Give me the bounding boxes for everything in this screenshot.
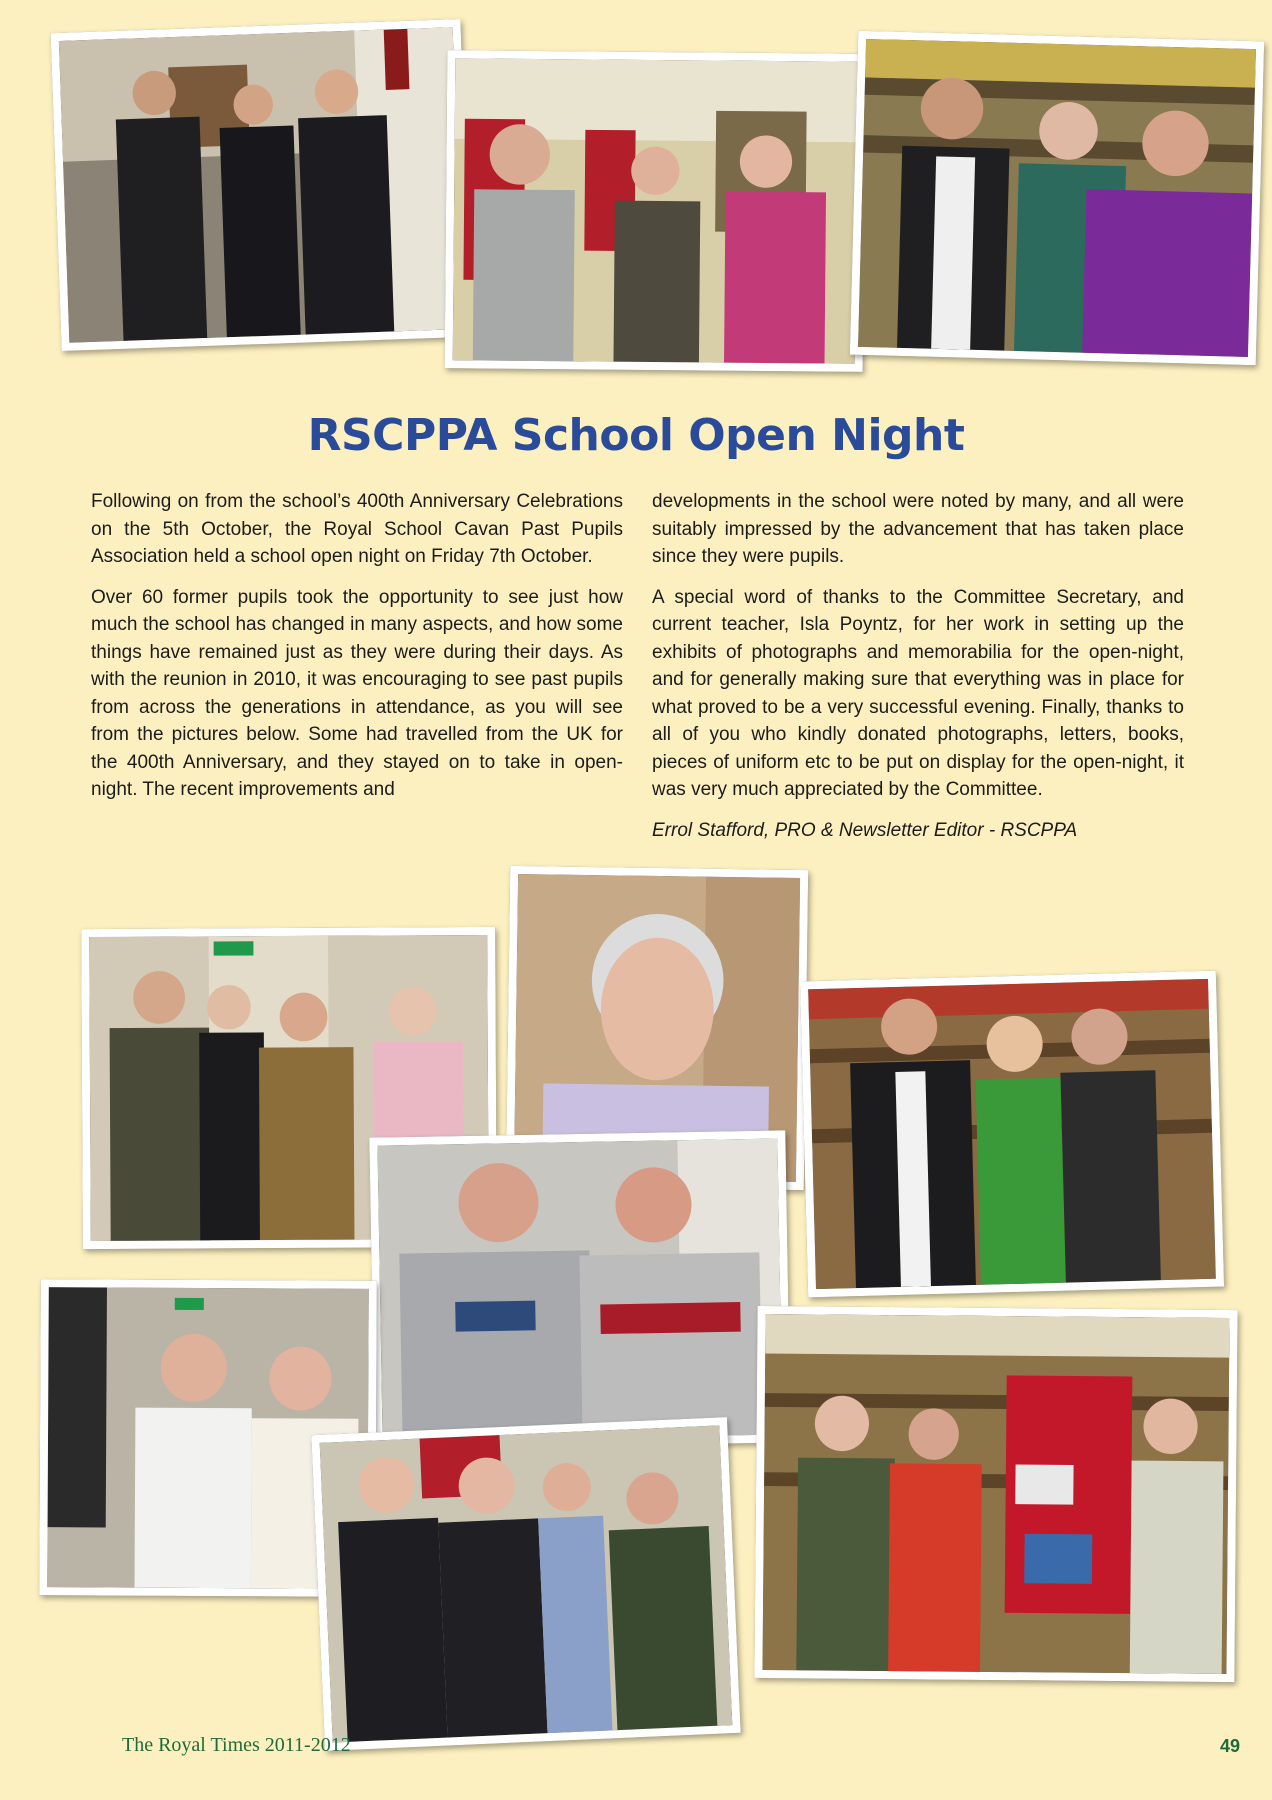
photo-four-women-group	[311, 1417, 740, 1751]
photo-man-two-women-library	[850, 31, 1264, 366]
footer-publication: The Royal Times 2011-2012	[122, 1734, 351, 1756]
photo-man-two-women-bookshelves	[800, 971, 1224, 1298]
article-title: RSCPPA School Open Night	[307, 410, 965, 461]
photo-two-men-hoodies	[369, 1130, 790, 1449]
author-signature: Errol Stafford, PRO & Newsletter Editor - RSCPPA	[652, 819, 1078, 841]
photo-three-women-exhibit	[445, 50, 866, 372]
photo-three-people-corridor	[51, 19, 472, 351]
paragraph: Over 60 former pupils took the opportunity to see just how much the school has changed in many aspects, and how some things have remained just as they were during their days. As with the reunion in 2010, it was encouraging to see past pupils from across the generations in attendance, as you will see from the pictures below. Some had travelled from the UK for the 400th Anniversary, and they stayed on to take in open-night. The recent improvements and	[91, 586, 623, 800]
left-column	[91, 488, 623, 817]
photo-four-women-exhibit-stand	[754, 1306, 1237, 1682]
right-column	[652, 488, 1184, 857]
paragraph: developments in the school were noted by many, and all were suitably impressed by the advancement that has taken place since they were pupils.	[652, 491, 1184, 567]
page-number: 49	[1219, 1736, 1240, 1756]
paragraph: A special word of thanks to the Committee Secretary, and current teacher, Isla Poyntz, for her work in setting up the exhibits of photographs and memorabilia for the open-night, and for generally making sure that everything was in place for what proved to be a very successful evening. Finally, thanks to all of you who kindly donated photographs, letters, books, pieces of uniform etc to be put on display for the open-night, it was very much appreciated by the Committee.	[652, 586, 1184, 800]
paragraph: Following on from the school’s 400th Anniversary Celebrations on the 5th October, the Royal School Cavan Past Pupils Association held a school open night on Friday 7th October.	[91, 491, 623, 567]
